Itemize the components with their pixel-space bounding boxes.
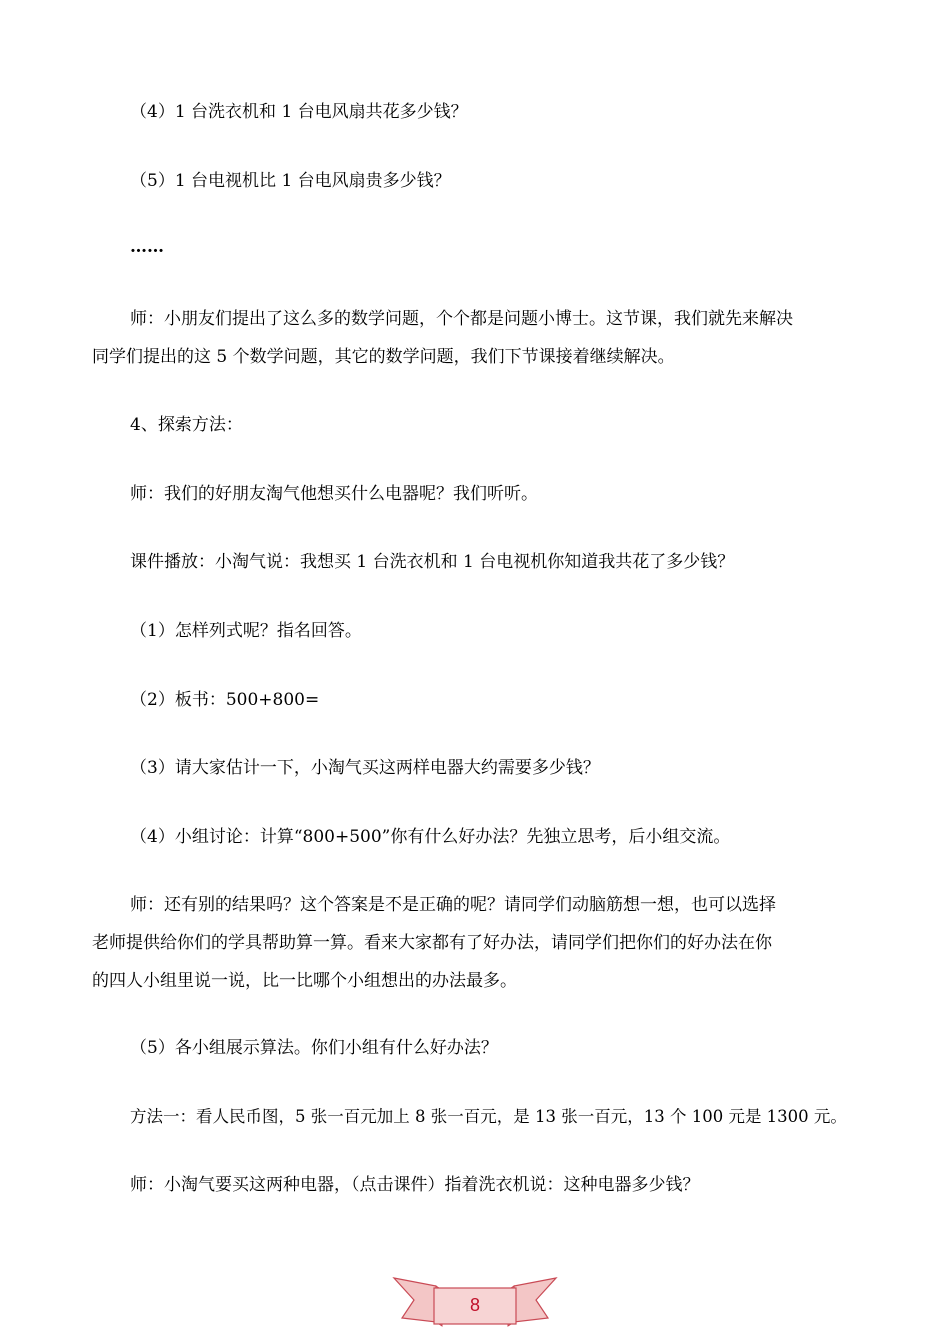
paragraph-line: 课件播放：小淘气说：我想买 1 台洗衣机和 1 台电视机你知道我共花了多少钱？ bbox=[130, 552, 735, 572]
paragraph-line: （5）各小组展示算法。你们小组有什么好办法？ bbox=[130, 1038, 498, 1058]
paragraph-line: …… bbox=[130, 237, 164, 257]
paragraph-line: （4）小组讨论：计算“800+500”你有什么好办法？先独立思考，后小组交流。 bbox=[130, 827, 731, 847]
paragraph-line: 师：小淘气要买这两种电器，（点击课件）指着洗衣机说：这种电器多少钱？ bbox=[130, 1175, 700, 1195]
paragraph-line: 的四人小组里说一说，比一比哪个小组想出的办法最多。 bbox=[92, 971, 517, 991]
paragraph-line: 师：我们的好朋友淘气他想买什么电器呢？我们听听。 bbox=[130, 484, 538, 504]
paragraph-line: 师：小朋友们提出了这么多的数学问题，个个都是问题小博士。这节课，我们就先来解决 bbox=[130, 309, 793, 329]
paragraph-line: （1）怎样列式呢？指名回答。 bbox=[130, 621, 362, 641]
paragraph-line: 老师提供给你们的学具帮助算一算。看来大家都有了好办法，请同学们把你们的好办法在你 bbox=[92, 933, 772, 953]
paragraph-line: 师：还有别的结果吗？这个答案是不是正确的呢？请同学们动脑筋想一想，也可以选择 bbox=[130, 895, 776, 915]
paragraph-line: 同学们提出的这 5 个数学问题，其它的数学问题，我们下节课接着继续解决。 bbox=[92, 347, 675, 367]
paragraph-line: 方法一：看人民币图，5 张一百元加上 8 张一百元，是 13 张一百元，13 个 100 元是 1300 元。 bbox=[130, 1107, 847, 1126]
page-number: 8 bbox=[469, 1295, 480, 1315]
paragraph-line: （4）1 台洗衣机和 1 台电风扇共花多少钱？ bbox=[130, 102, 468, 122]
page-number-ribbon bbox=[390, 1270, 560, 1332]
section-heading: 4、探索方法： bbox=[130, 415, 243, 435]
paragraph-line: （2）板书：500+800= bbox=[130, 690, 320, 710]
paragraph-line: （3）请大家估计一下，小淘气买这两样电器大约需要多少钱？ bbox=[130, 758, 600, 778]
paragraph-line: （5）1 台电视机比 1 台电风扇贵多少钱？ bbox=[130, 171, 451, 191]
